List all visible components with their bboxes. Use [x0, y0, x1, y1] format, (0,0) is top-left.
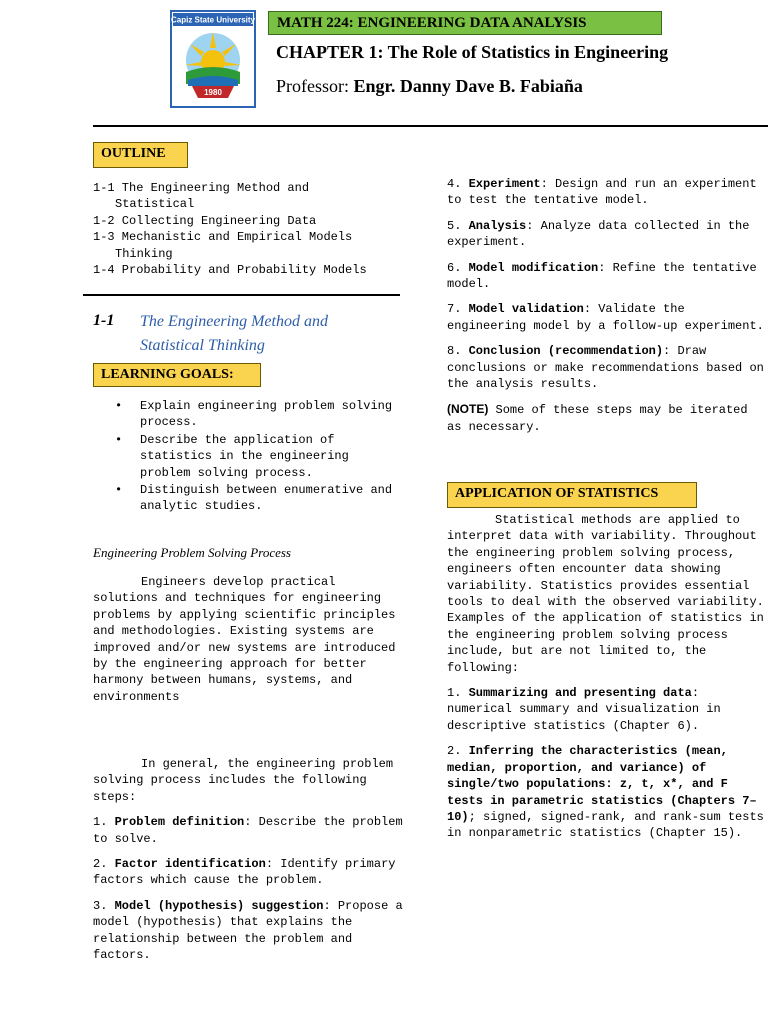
paragraph: In general, the engineering problem solving process includes the following steps: [93, 757, 394, 804]
note-text: Some of these steps may be iterated as necessary. [447, 403, 748, 434]
process-steps-right [447, 176, 768, 444]
application-item [447, 743, 768, 841]
application-item [447, 685, 768, 734]
note-label: (NOTE) [447, 402, 489, 417]
step-number: 8. [447, 344, 469, 359]
outline-label: OUTLINE [93, 142, 188, 168]
step-item [447, 301, 768, 334]
outline-divider [83, 294, 400, 296]
process-paragraph-1 [93, 574, 403, 705]
process-steps-left [93, 756, 403, 972]
section-number: 1-1 [93, 312, 115, 329]
step-item [447, 218, 768, 251]
step-text: : Describe the problem to solve. [93, 815, 403, 846]
chapter-title: CHAPTER 1: The Role of Statistics in Engineering [276, 42, 669, 62]
course-title-box: MATH 224: ENGINEERING DATA ANALYSIS [268, 11, 662, 35]
step-item [447, 343, 768, 392]
step-term: Model (hypothesis) suggestion [114, 898, 324, 913]
bullet-icon: • [115, 432, 123, 447]
step-number: 5. [447, 218, 469, 233]
bullet-icon: • [115, 483, 123, 498]
item-number: 1. [447, 686, 469, 701]
step-number: 1. [93, 815, 115, 830]
step-item [93, 856, 403, 889]
step-number: 6. [447, 260, 469, 275]
step-text: : Analyze data collected in the experiment. [447, 218, 750, 250]
step-number: 3. [93, 898, 115, 913]
item-text: ; signed, signed-rank, and rank-sum tests in nonparametric statistics (Chapter 15). [447, 809, 764, 841]
step-number: 7. [447, 302, 469, 317]
bullet-icon: • [115, 399, 123, 413]
process-heading: Engineering Problem Solving Process [93, 545, 291, 560]
list-item [115, 398, 400, 431]
learning-goals-label: LEARNING GOALS: [93, 363, 261, 387]
goal-text: Describe the application of statistics in the engineering problem solving process. [140, 432, 349, 480]
section-title: The Engineering Method and Statistical Thinking [140, 313, 328, 354]
step-item [447, 176, 768, 209]
goal-text: Distinguish between enumerative and analytic studies. [140, 483, 393, 514]
learning-goals-list [115, 398, 400, 516]
step-item [447, 260, 768, 293]
outline-list [93, 180, 393, 278]
step-term: Experiment [468, 177, 541, 191]
step-text: : Validate the engineering model by a follow-up experiment. [447, 302, 764, 333]
step-text: : Identify primary factors which cause the problem. [93, 857, 396, 888]
step-text: : Propose a model (hypothesis) that explains the relationship between the problem and factors. [93, 898, 403, 963]
outline-item: 1-4 Probability and Probability Models [93, 263, 367, 278]
paragraph: Engineers develop practical solutions and techniques for engineering problems by applying scientific principles and methodologies. Existing systems are improved and/or new systems are introduced by the engineering approach for better harmony between humans, systems, and environments [93, 575, 396, 704]
list-item [115, 482, 400, 515]
item-number: 2. [447, 744, 469, 759]
professor-line [276, 76, 583, 97]
item-text: : numerical summary and visualization in descriptive statistics (Chapter 6). [447, 686, 721, 733]
step-term: Factor identification [114, 857, 266, 872]
goal-text: Explain engineering problem solving process. [140, 399, 393, 430]
step-number: 2. [93, 857, 115, 872]
header-divider [93, 125, 768, 127]
step-term: Conclusion (recommendation) [468, 344, 664, 359]
professor-name: Engr. Danny Dave B. Fabiaña [353, 76, 583, 96]
item-term: Summarizing and presenting data [468, 686, 692, 701]
step-text: : Design and run an experiment to test the tentative model. [447, 177, 757, 208]
list-item [115, 432, 400, 481]
step-term: Analysis [468, 218, 527, 233]
outline-item: 1-2 Collecting Engineering Data [93, 213, 317, 228]
step-number: 4. [447, 177, 469, 191]
logo-university-text: Capiz State University [170, 15, 256, 25]
step-term: Model modification [468, 260, 599, 275]
paragraph: Statistical methods are applied to interpret data with variability. Throughout the engineering problem solving process, engineers often encounter data showing variability. Statistics provides essential tools to deal with the observed variability. Examples of the application of statistics in the engineering problem solving process include, but are not limited to, the following: [447, 513, 764, 675]
step-term: Model validation [468, 302, 584, 317]
note [447, 401, 768, 435]
logo-year-text: 1980 [204, 88, 222, 97]
outline-item: 1-3 Mechanistic and Empirical Models Thinking [93, 230, 353, 261]
step-text: : Draw conclusions or make recommendations based on the analysis results. [447, 344, 764, 392]
application-label: APPLICATION OF STATISTICS [447, 482, 697, 508]
step-term: Problem definition [114, 815, 245, 830]
professor-label: Professor: [276, 76, 354, 96]
university-logo [170, 10, 256, 108]
application-section [447, 512, 768, 851]
step-item [93, 814, 403, 847]
outline-item: 1-1 The Engineering Method and Statistical [93, 181, 310, 212]
item-term: Inferring the characteristics (mean, median, proportion, and variance) of single/two populations: z, t, x*, and F tests in parametric statistics (Chapters 7–10) [447, 744, 757, 824]
step-item [93, 898, 403, 964]
step-text: : Refine the tentative model. [447, 260, 757, 292]
